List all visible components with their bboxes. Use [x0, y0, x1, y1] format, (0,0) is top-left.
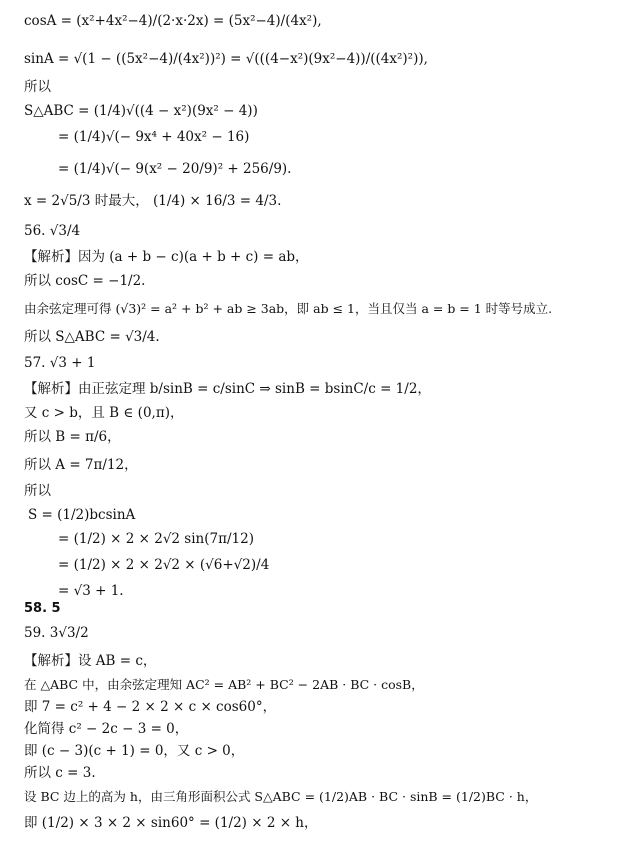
answer-59: 59. 3√3/2: [24, 625, 89, 641]
therefore-label: 所以: [24, 79, 51, 95]
cos-a-formula: cosA = (x²+4x²−4)/(2·x·2x) = (5x²−4)/(4x²),: [24, 13, 322, 29]
sin-a-formula: sinA = √(1 − ((5x²−4)/(4x²))²) = √(((4−x²)(9x²−4))/((4x²)²)),: [24, 51, 428, 67]
area-formula-line-3: = (1/4)√(− 9(x² − 20/9)² + 256/9).: [58, 161, 292, 177]
analysis-57-line-4: 所以 A = 7π/12，: [24, 457, 138, 473]
analysis-57-line-2: 又 c > b，且 B ∈ (0,π)，: [24, 405, 184, 421]
area-formula-line-2: = (1/4)√(− 9x⁴ + 40x² − 16): [58, 129, 250, 145]
analysis-59-line-5: 即 (c − 3)(c + 1) = 0，又 c > 0，: [24, 743, 245, 759]
area-s-line-1: S = (1/2)bcsinA: [28, 507, 136, 523]
analysis-59-line-6: 所以 c = 3.: [24, 765, 96, 781]
analysis-59-line-4: 化简得 c² − 2c − 3 = 0，: [24, 721, 189, 737]
analysis-59-line-1: 【解析】设 AB = c，: [24, 653, 157, 669]
analysis-59-line-8: 即 (1/2) × 3 × 2 × sin60° = (1/2) × 2 × h，: [24, 815, 318, 831]
maximum-statement: x = 2√5/3 时最大， (1/4) × 16/3 = 4/3.: [24, 193, 282, 209]
answer-56: 56. √3/4: [24, 223, 81, 239]
answer-58: 58. 5: [24, 601, 61, 616]
area-s-line-3: = (1/2) × 2 × 2√2 × (√6+√2)/4: [58, 557, 270, 573]
therefore-label-2: 所以: [24, 483, 51, 499]
analysis-56-line-4: 所以 S△ABC = √3/4.: [24, 329, 160, 345]
analysis-57-line-1: 【解析】由正弦定理 b/sinB = c/sinC ⇒ sinB = bsinC/c = 1/2，: [24, 381, 431, 397]
analysis-56-line-3: 由余弦定理可得 (√3)² = a² + b² + ab ≥ 3ab，即 ab ≤ 1，当且仅当 a = b = 1 时等号成立.: [24, 301, 553, 316]
area-formula-line-1: S△ABC = (1/4)√((4 − x²)(9x² − 4)): [24, 103, 258, 119]
analysis-59-line-2: 在 △ABC 中，由余弦定理知 AC² = AB² + BC² − 2AB · BC · cosB，: [24, 677, 424, 692]
analysis-57-line-3: 所以 B = π/6，: [24, 429, 121, 445]
analysis-56-line-2: 所以 cosC = −1/2.: [24, 273, 146, 289]
analysis-56-line-1: 【解析】因为 (a + b − c)(a + b + c) = ab，: [24, 249, 309, 265]
analysis-59-line-7: 设 BC 边上的高为 h，由三角形面积公式 S△ABC = (1/2)AB · BC · sinB = (1/2)BC · h，: [24, 789, 538, 804]
analysis-59-line-3: 即 7 = c² + 4 − 2 × 2 × c × cos60°，: [24, 699, 277, 715]
area-s-line-4: = √3 + 1.: [58, 583, 124, 599]
area-s-line-2: = (1/2) × 2 × 2√2 sin(7π/12): [58, 531, 254, 547]
answer-57: 57. √3 + 1: [24, 355, 96, 371]
